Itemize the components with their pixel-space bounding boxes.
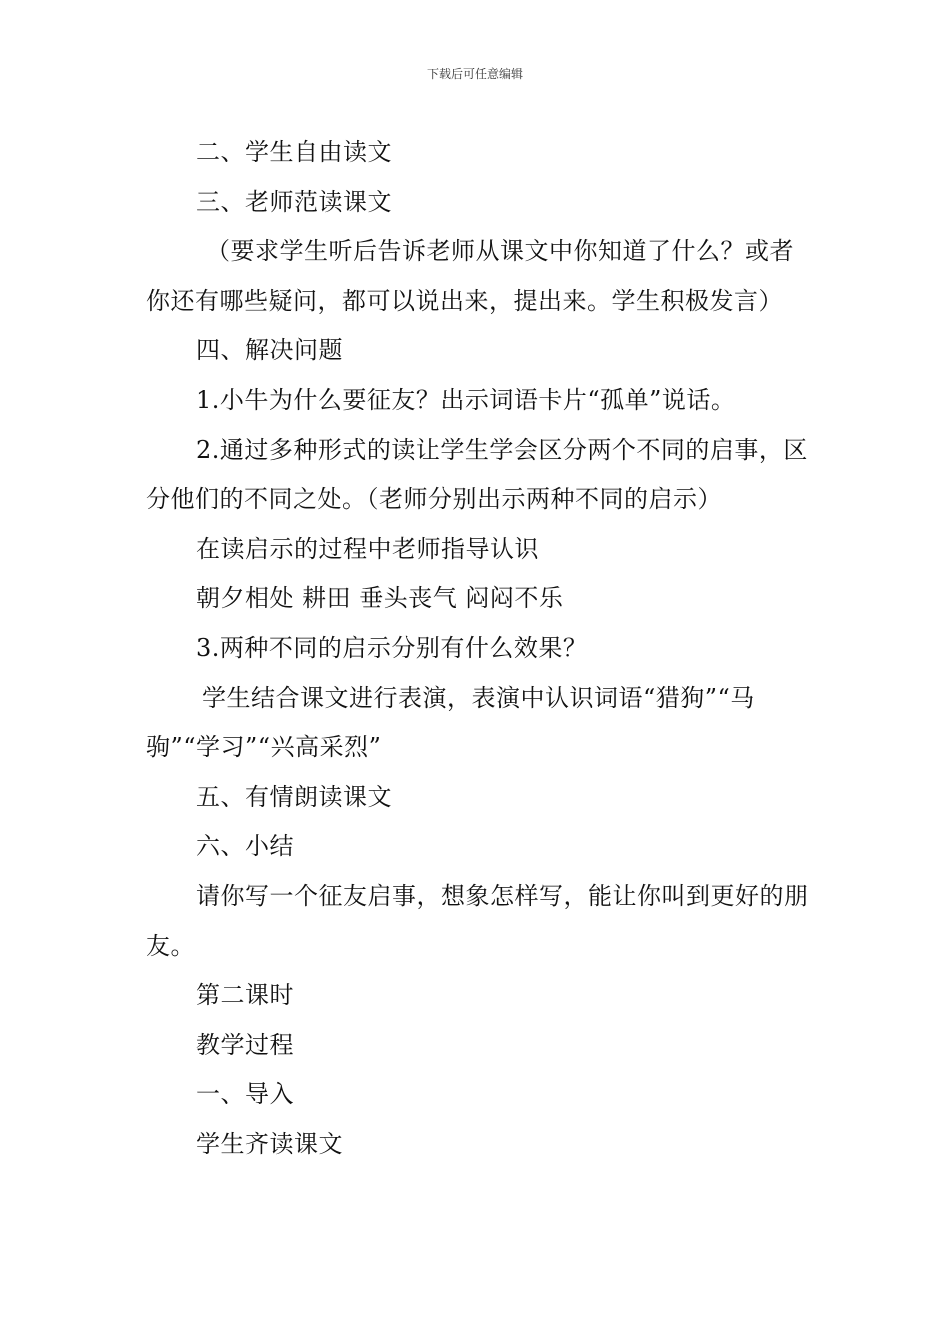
section-heading: 六、小结 — [196, 832, 294, 861]
document-body — [146, 128, 810, 1169]
list-item: 2.通过多种形式的读让学生学会区分两个不同的启事，区分他们的不同之处。（老师分别出示两种不同的启示） — [146, 435, 808, 514]
section-heading: 一、导入 — [196, 1080, 294, 1109]
paragraph: （要求学生听后告诉老师从课文中你知道了什么？或者你还有哪些疑问，都可以说出来，提出来。学生积极发言） — [146, 237, 794, 315]
page-header: 下载后可任意编辑 — [426, 67, 523, 81]
section-heading: 二、学生自由读文 — [196, 138, 392, 166]
section-heading: 三、老师范读课文 — [196, 187, 392, 216]
section-heading: 四、解决问题 — [196, 336, 343, 365]
paragraph: 在读启示的过程中老师指导认识 — [196, 534, 539, 563]
lesson-heading: 第二课时 — [196, 981, 294, 1010]
section-heading: 五、有情朗读课文 — [196, 782, 392, 811]
list-item: 3.两种不同的启示分别有什么效果？ — [196, 633, 588, 662]
paragraph: 请你写一个征友启事，想象怎样写，能让你叫到更好的朋友。 — [146, 881, 809, 960]
paragraph: 学生结合课文进行表演，表演中认识词语“猎狗”“马驹”“学习”“兴高采烈” — [146, 683, 755, 762]
section-heading: 教学过程 — [196, 1030, 294, 1059]
paragraph: 学生齐读课文 — [196, 1129, 343, 1158]
vocabulary-line: 朝夕相处 耕田 垂头丧气 闷闷不乐 — [196, 584, 564, 613]
list-item: 1.小牛为什么要征友？出示词语卡片“孤单”说话。 — [196, 385, 736, 414]
